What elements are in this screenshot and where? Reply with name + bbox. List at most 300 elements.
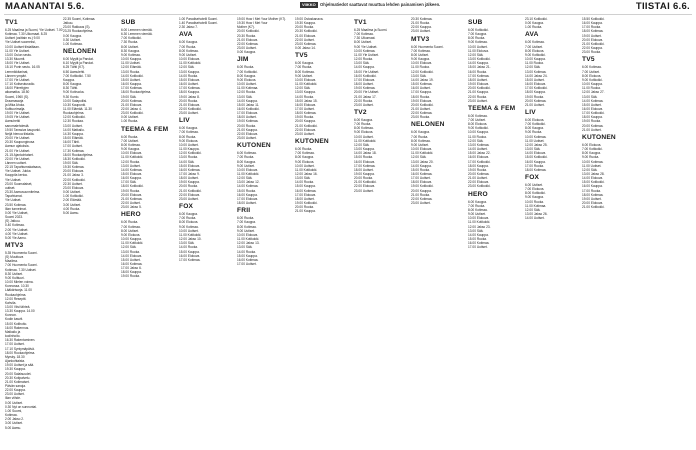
channel-header: KUTONEN (237, 142, 271, 150)
program-entry: 12.00 Jakso 13. (237, 241, 260, 246)
program-entry: 23.00 Suomalaiset, (5, 181, 33, 186)
program-entry: 9.00 Kotikokki. (582, 77, 603, 82)
program-entry: 9.00 Elokuva. (295, 159, 315, 164)
program-entry: Kodin kasvit. (5, 317, 24, 322)
program-entry: 16.00 Tähti. (63, 140, 80, 145)
program-entry: 11.00 Kotikokki. (179, 232, 202, 237)
program-entry: 19.00 Elokuva. (411, 98, 433, 103)
program-entry: 0.00 Jakso 14. (295, 46, 316, 51)
program-entry: 20.00 Kotikokki. (411, 102, 434, 107)
program-entry: 18.30 Kotikokki. (63, 156, 86, 161)
listing-column-5 (237, 17, 297, 447)
program-entry: 7.00 Kotikokki. 7.50 (63, 73, 91, 78)
program-entry: 9.00 Yle Uutiset. (354, 44, 378, 49)
program-entry: 7.00 Ruoka. (411, 134, 429, 139)
program-entry: 8.30 Kauppa. (121, 48, 140, 53)
program-entry: 8.00 Ruoka. (468, 36, 486, 41)
program-entry: Lännen ympäri. (5, 73, 27, 78)
program-entry: 22.00 Elokuva. (179, 192, 201, 197)
program-entry: 12.00 Kotikokki. (63, 115, 86, 120)
program-entry: 7.00 Kotimaa. (295, 151, 315, 156)
program-entry: 17.00 Jakso 6. (121, 266, 142, 271)
program-entry: 18.00 Kotimaa. (525, 167, 547, 172)
program-entry: 11.00 Ruoka. (582, 86, 601, 91)
program-entry: 13.00 Viisi tähteä. (5, 305, 31, 309)
program-entry: 15.00 Uutiset. (121, 77, 141, 82)
program-entry: 11.00 Kauppa. (179, 147, 200, 152)
program-entry: 17.00 Sää. (121, 180, 137, 185)
program-entry: 15.00 Kotikokki. (525, 155, 548, 160)
program-entry: 14.00 Matkailu. (63, 127, 85, 132)
program-entry: 15.00 Uutiset. (121, 257, 141, 262)
program-entry: 17.00 Kotimaa. (179, 257, 201, 262)
program-entry: 17.00 Kotimaa. (121, 86, 143, 91)
program-entry: 8.30 Tähti. (63, 86, 79, 91)
program-entry: 0.00 Kauppa. (237, 50, 256, 55)
program-entry: 13.00 Jakso 12. (237, 180, 260, 185)
channel-header: JIM (237, 56, 249, 64)
program-entry: 15.00 Ruoka. (354, 155, 373, 160)
program-entry: Päivän sanoja. (5, 383, 26, 388)
program-entry: 13.00 Kauppa. (295, 90, 316, 95)
program-entry: 22.00 Elokuva. (295, 127, 317, 132)
program-entry: 11.00 Kotikokki. (237, 172, 260, 176)
program-entry: 22.15 Tapahtumakatsaus, (5, 165, 42, 170)
program-entry: 16.00 Elokuva. (525, 82, 547, 87)
program-entry: 10.00 Elokuva. (411, 147, 433, 152)
program-entry: 18.00 Ruokaohjelma. (5, 350, 36, 355)
program-entry: 8.00 Uutiset. (354, 40, 372, 45)
program-entry: 10.00 Elokuva. (179, 57, 201, 62)
program-entry: 21.15 Ajankohtaiset. (5, 152, 34, 157)
program-entry: Kulttuurimalja. (5, 106, 26, 111)
program-entry: 18.00 Uutiset. (354, 167, 374, 172)
program-entry: Kotimaa. (5, 413, 18, 418)
program-entry: 21.00 Uutiset. (582, 127, 602, 132)
program-entry: 12.00 Sää. (295, 86, 311, 91)
program-entry: 11.00 Kotikokki. (179, 61, 202, 66)
program-entry: 17.00 Kotimaa. (468, 73, 490, 78)
program-entry: 15.00 Jakso 22. (468, 151, 491, 156)
program-entry: 11.00 Kotikokki. (354, 138, 377, 143)
program-entry: 6.00 Kotikokki. (468, 28, 489, 32)
program-entry: Lääkärisarja. 11.00 (5, 288, 32, 293)
program-entry: 8.00 Kotimaa. (237, 224, 257, 229)
program-entry: 6.25 Tähti (K7). (63, 65, 85, 70)
listing-column-6 (295, 17, 355, 447)
program-entry: 6.50 Aamulehti. (63, 69, 85, 74)
program-entry: Suomi, 1960 (S). (5, 94, 29, 99)
program-entry: 5.35 Huomenta Suomi. (5, 250, 38, 255)
program-entry: 18.00 Uutiset. (179, 176, 199, 181)
program-entry: 17.00 Yle Uutiset. (5, 77, 31, 82)
program-entry: 12.00 Jakso 10. (179, 237, 202, 242)
program-entry: 8.00 Kotimaa. (411, 138, 431, 143)
program-entry: 13.00 Sää. (179, 241, 195, 246)
program-entry: 15.00 Ruoka. (237, 188, 256, 193)
program-entry: 8.00 Kotimaa. (354, 126, 374, 131)
program-entry: 6.00 Kotimaa. (582, 65, 602, 70)
program-entry: 12.00 Sää. (468, 52, 484, 57)
program-entry: 13.00 Kauppa. (354, 147, 375, 152)
program-entry: 18.00 Ruokaohjelma. (63, 152, 94, 157)
program-entry: 16.00 Elokuva. (295, 102, 317, 107)
program-entry: 16.00 Kotikokki. (237, 106, 260, 111)
program-entry: 23.00 Uutiset. (5, 392, 25, 397)
listing-column-3 (121, 17, 181, 447)
program-entry: 15.00 Kotikokki. (582, 180, 605, 185)
program-entry: 20.00 Ruoka. (179, 98, 198, 103)
program-entry: 10.00 Uutiset. (468, 44, 488, 49)
program-entry: 8.00 Uutiset. (121, 44, 139, 49)
program-entry: 8.00 Elokuva. (179, 220, 199, 225)
program-entry: 12.00 Sää. (179, 65, 195, 70)
program-entry: 13.00 Oulun seutu. (5, 52, 32, 57)
program-entry: 19.00 Kotimaa. (237, 119, 259, 124)
program-entry: 18.00 Kauppa. (525, 90, 546, 95)
program-entry: 16.00 Kotimaa. (295, 188, 317, 193)
program-entry: 20.30 Kotikokki. (295, 29, 318, 34)
program-entry: 0.30 Uutiset. (63, 37, 81, 42)
program-entry: 22.00 Elokuva. (468, 180, 490, 185)
program-entry: 8.00 Kotikokki. (525, 191, 546, 196)
program-entry: 15.00 Kotihoito. (5, 321, 28, 326)
program-entry: 22.00 Elokuva. (354, 184, 376, 189)
channel-header: SUB (468, 19, 483, 26)
program-entry: 21.00 Uutiset. (525, 102, 545, 107)
listing-column-12 (639, 17, 696, 447)
program-entry: 18.00 Uutiset. (237, 201, 257, 206)
program-entry: 12.00 Jakso 25. (525, 142, 548, 147)
program-entry: 14.00 Ruoka. (179, 245, 198, 250)
channel-header: TV5 (582, 56, 595, 64)
program-entry: 14.00 Jakso 19. (411, 77, 434, 82)
program-entry: Yle Uutiset. (5, 177, 22, 182)
program-entry: 19.00 Ruoka. (295, 115, 314, 120)
program-entry: 20.00 Kotimaa. (121, 98, 143, 103)
program-entry: 13.00 Sää. (582, 94, 598, 99)
program-entry: 10.00 Kotimaa. (354, 48, 376, 53)
program-entry: 9.00 Kauppa. (525, 195, 544, 200)
program-entry: 20.00 Kauppa. (295, 119, 316, 124)
program-entry: 13.00 Sää. (295, 176, 311, 181)
channel-header: TV1 (5, 19, 18, 26)
program-entry: 17.00 Uutiset. (237, 261, 257, 266)
program-entry: 14.00 Kauppa. (468, 232, 489, 237)
program-entry: Aamun ajatuksia. (5, 144, 30, 149)
program-entry: 9.00 Uutiset. (411, 142, 429, 147)
program-entry: 7.00 Ruoka. (354, 122, 372, 127)
program-entry: 23.00 Uutiset. (179, 196, 199, 201)
program-entry: 6.00 Lemmen viemää. (121, 28, 153, 32)
listing-column-2 (63, 17, 123, 447)
program-entry: 17.00 Elokuva. (354, 77, 376, 82)
program-entry: 1.00 Ruoka. (525, 25, 543, 30)
program-entry: 7.00 Uutiset. (121, 138, 139, 143)
program-entry: 15.00 Elämää. (63, 136, 84, 141)
program-entry: 3.00 Uutiset. (5, 421, 23, 426)
page-header (0, 0, 696, 14)
program-entry: 14.00 Ruoka. (295, 180, 314, 185)
program-entry: 6.00 Kauppa. (179, 212, 198, 217)
program-entry: 7.00 Ruoka. (237, 155, 255, 160)
program-entry: 21.00 Kotikokki. (354, 180, 377, 185)
program-entry: 11.00 Kotikokki. (411, 151, 434, 156)
channel-header: LIV (179, 117, 190, 125)
program-entry: 23.00 Uutiset. (295, 131, 315, 136)
program-entry: 16.00 Kotimaa. (468, 241, 490, 246)
program-entry: 10.00 Uutiset. (354, 134, 374, 139)
program-entry: 15.00 Elokuva. (179, 163, 201, 168)
program-entry: 12.00 Sää. (525, 65, 541, 70)
program-entry: 15.00 Yle Uutiset. (354, 69, 380, 74)
program-entry: 18.00 Kauppa. (121, 270, 142, 275)
program-entry: 22.00 Kotimaa. (411, 196, 433, 201)
program-entry: 5.00 Aamu. (5, 425, 22, 430)
program-entry: 16.00 Elokuva. (179, 253, 201, 258)
program-entry: uutiset. (5, 185, 16, 190)
program-entry: 21.00 Kauppa. (237, 127, 258, 132)
program-entry: 8.00 Elokuva. (582, 73, 602, 78)
program-entry: 13.00 Sää. (237, 245, 253, 250)
program-entry: 17.00 Kotikokki. (525, 86, 548, 91)
program-entry: 10.00 Kauppa. (121, 57, 142, 62)
program-entry: 0.00 Uutiset. (5, 400, 23, 405)
program-entry: 9.00 Elokuva. (354, 130, 374, 135)
program-entry: 14.00 Elokuva. (525, 151, 547, 156)
program-entry: 13.00 Kotikokki. (468, 57, 491, 62)
program-entry: 19.00 Kauppa. (354, 172, 375, 176)
program-entry: 10.00 Mielen voima. (5, 280, 34, 285)
program-entry: 11.00 Kotikokki. (468, 220, 491, 225)
program-entry: 19.00 Ostoskanava. (295, 17, 324, 21)
program-entry: 21.00 Kauppa. (295, 209, 316, 214)
program-entry: 17.00 Ruoka. (582, 188, 601, 193)
channel-header: TV1 (354, 19, 367, 26)
program-entry: Lemmikkitarinat, (5, 69, 29, 74)
program-entry: 16.00 Kauppa. (121, 176, 142, 181)
program-entry: 10.00 Kotimaa. (525, 134, 547, 139)
program-entry: Illan tunnelmat. (5, 206, 27, 211)
program-entry: 20.00 Kotimaa. (582, 123, 604, 128)
program-entry: 11.00 Ruoka. (411, 65, 430, 70)
program-entry: 7.00 Kotikokki. (525, 122, 546, 127)
program-entry: 19.00 How I Met Your Mother (K7). (237, 17, 287, 21)
program-entry: 10.00 Elokuva. (121, 151, 143, 156)
program-entry: 17.00 Uutiset. (63, 144, 83, 149)
program-entry: 14.00 Uutiset. (525, 216, 545, 221)
program-entry: 10.00 Uutiset. (179, 142, 199, 147)
program-entry: 14.00 Kauppa. (237, 98, 258, 103)
program-entry: 21.00 Elokuva. (295, 33, 317, 38)
channel-header: TV2 (354, 108, 367, 116)
program-entry: 9.00 Kauppa. (411, 57, 430, 62)
program-entry: 8.00 Elokuva. (468, 122, 488, 127)
program-entry: 12.00 Sää. (121, 245, 137, 250)
program-entry: 7.00 Kotimaa. (121, 224, 141, 229)
program-entry: 13.00 Uutiset. (121, 163, 141, 168)
program-entry: 16.00 Kauppa. (582, 184, 603, 189)
program-entry: Lännen uutiset. (5, 161, 27, 165)
program-entry: 7.30 Ulkomaat. (354, 36, 376, 41)
program-entry: 15.00 Elokuva. (179, 77, 201, 82)
program-entry: 8.00 Uutiset. (121, 228, 139, 233)
program-entry: 20.00 Elokuva. (582, 201, 604, 206)
program-entry: Kotimaa. 7.30 Ulkomaat. 8.25 (5, 32, 47, 37)
program-entry: 16.00 Uutiset. (411, 86, 431, 91)
program-entry: 14.00 Uutiset. (468, 147, 488, 152)
program-entry: 12.00 Sää. (237, 176, 253, 181)
program-entry: 8.00 Uutiset. (411, 52, 429, 57)
program-entry: 13.00 Ruoka. (121, 69, 140, 74)
program-entry: 21.00 Kotikokki. (582, 41, 605, 46)
program-entry: 8.00 Kauppa. (582, 151, 601, 156)
program-entry: 18.00 Kauppa. (468, 163, 489, 168)
program-entry: 19.00 Elokuva. (468, 82, 490, 87)
program-entry: 10.00 Salapoliisi. (63, 98, 88, 103)
program-entry: 6.00 Huomenta Suomi. (411, 44, 444, 49)
program-entry: 14.00 Kauppa. (354, 65, 375, 70)
brand-logo: VIIKKO (302, 2, 316, 7)
program-entry: 7.30 Ruoka. (121, 40, 139, 45)
program-entry: 18.00 Ruokaohjelma. (121, 90, 152, 95)
program-entry: 16.00 Uutiset. (179, 82, 199, 87)
program-entry: 11.00 Kotikokki. (295, 167, 318, 172)
program-entry: 9.00 Kotiruoka. (63, 90, 85, 95)
program-entry: 21.00 Ruoka. (411, 21, 430, 26)
program-entry: 1.40 Paradisehotelli Suomi. (179, 21, 218, 26)
program-entry: 7.00 Ruoka. (295, 65, 313, 70)
program-entry: 6.00 Kauppa. (468, 199, 487, 204)
program-entry: 19.00 Kauppa. (179, 180, 200, 185)
program-entry: 22.00 Kotikokki. (179, 106, 202, 111)
program-entry: 10.00 Kauppa. (582, 82, 603, 87)
program-entry: 19.00 Ruoka. (525, 94, 544, 99)
program-entry: 16.00 Kotimaa. (179, 167, 201, 172)
program-entry: 20.00 Kotimaa. (525, 98, 547, 103)
program-entry: 16.00 Kotimaa. (121, 261, 143, 266)
program-entry: 17.00 Kotikokki. (468, 159, 491, 164)
program-entry: 12.00 Jakso 27. (582, 90, 605, 95)
channel-header: NELONEN (63, 48, 97, 56)
program-entry: 15.00 Jakso 15. (295, 98, 318, 103)
program-entry: 16.00 Kauppa. (582, 21, 603, 26)
program-entry: 20.30 Kotimaa. (411, 17, 433, 21)
program-entry: 1.00 Kotikokki. (63, 194, 84, 199)
program-entry: 7.00 Kotikokki. (237, 69, 258, 74)
program-entry: 18.00 Ruoka. (411, 94, 430, 99)
program-entry: 10.00 Uutiset. (237, 82, 257, 87)
program-entry: 17.00 Uutiset. (295, 106, 315, 111)
program-entry: 0.40 Kotimaa. (5, 223, 25, 228)
program-entry: 7.00 Kotikokki. (121, 36, 142, 41)
program-entry: 21.00 Jakso 17. (354, 94, 377, 99)
program-entry: ja Mika Ahola. (5, 102, 25, 107)
program-entry: 21.00 Elokuva. (121, 102, 143, 107)
listing-column-9 (468, 17, 528, 447)
program-entry: 8.00 Elokuva. (525, 48, 545, 53)
program-entry: 23.25 Ruokaohjelma. (63, 29, 94, 34)
program-entry: 14.00 Jakso 18. (354, 151, 377, 156)
program-entry: 20.00 Kauppa. (411, 188, 432, 193)
program-entry: 20.30 Ruoka. (237, 33, 256, 38)
program-entry: 23.00 Uutiset. (237, 46, 257, 51)
program-entry: 17.00 Kauppa. (411, 90, 432, 95)
program-entry: 9.00 Uutiset. (237, 163, 255, 168)
program-entry: 13.00 Sää. (354, 61, 370, 66)
program-entry: 8.00 Kotimaa. (121, 142, 141, 147)
program-entry: (S) Muuttuva (5, 255, 24, 260)
program-entry: 15.00 Kauppa. (237, 253, 258, 258)
program-entry: 22.00 Kotimaa. (411, 111, 433, 116)
program-entry: Yle Uutiset. Jukka (5, 169, 31, 174)
program-entry: 9.00 Uutiset. (179, 52, 197, 57)
program-entry: 9.00 Kotikokki. (525, 52, 546, 57)
program-entry: 12.00 Kotikokki. (411, 69, 434, 74)
program-entry: 23.10 Kotikokki. (525, 17, 548, 21)
program-entry: 22.00 Kauppa. (411, 25, 432, 30)
program-entry: 18.00 Piirrettyjen (5, 86, 29, 91)
program-entry: 14.00 Kotimaa. (237, 184, 259, 189)
program-entry: Suomi 2023. (5, 215, 23, 220)
program-entry: Kotimaa. 7.30 Uutiset. (5, 267, 37, 272)
program-entry: 15.00 Jakso 11. (237, 102, 260, 107)
program-entry: 6.00 Kauppa. (354, 117, 373, 122)
program-entry: 17.00 Uutiset. (5, 342, 25, 347)
program-entry: 6.25 Maailma ja Suomi. (354, 28, 388, 32)
program-entry: 6.00 Myytit ja Pandat. (63, 57, 94, 62)
program-entry: 17.30 Kotimaa. (63, 148, 85, 153)
program-entry: 9.00 Kotimaa. (468, 40, 488, 45)
program-entry: 14.00 Sää. (179, 159, 195, 164)
channel-header: TEEMA & FEM (468, 104, 516, 112)
program-entry: 9.00 Uutiset. (237, 228, 255, 233)
program-entry: 12.30 Ruokaa. (63, 119, 84, 124)
program-entry: 21.00 Jakso 3. (63, 173, 84, 178)
program-entry: Kahvila. (5, 300, 17, 305)
program-entry: 16.00 Kauppa. (121, 82, 142, 87)
program-entry: 1.00 Ruoka. (121, 119, 139, 124)
program-entry: 23.00 Uutiset. (179, 111, 199, 116)
program-entry: 23.00 Kotikokki. (468, 184, 491, 189)
program-entry: 21.00 Kauppa. (468, 90, 489, 95)
program-entry: 7.00 Kauppa. (468, 32, 487, 37)
program-entry: 9.00 Uutiset. (295, 73, 313, 78)
program-entry: 19.00 Sää. (121, 94, 137, 99)
program-entry: 10.00 Elokuva. (411, 61, 433, 66)
program-entry: 20.00 Ruoka. (295, 205, 314, 210)
program-entry: kodinhoito. (5, 334, 21, 339)
program-entry: 9.00 Ruoka. (582, 155, 600, 160)
program-entry: 6.00 Kauppa. (179, 126, 198, 131)
program-entry: 19.00 Ruoka. (121, 274, 140, 279)
program-entry: 6.00 Ruoka. (121, 134, 139, 139)
program-entry: 14.00 Kotimaa. (121, 167, 143, 172)
program-entry: 12.00 Ruoka. (354, 57, 373, 62)
program-entry: 19.00 Yle Uutiset. (5, 111, 31, 116)
program-entry: 12.00 Sää. (582, 167, 598, 172)
program-entry: 18.00 Kotimaa. (295, 111, 317, 116)
program-entry: 11.00 Ruoka. (525, 61, 544, 66)
day-title-left: MAANANTAI 5.6. (5, 1, 85, 12)
program-entry: 17.00 Jakso 9. (179, 172, 200, 176)
program-entry: 14.00 Kauppa. (411, 163, 432, 168)
program-entry: 7.00 Ruoka. (179, 44, 197, 49)
program-entry: 21.00 Yle Uutiset. (5, 148, 31, 153)
program-entry: 19.00 Ruoka. (468, 167, 487, 172)
program-entry: 6.10 Myytit ja Pandat. (63, 61, 94, 66)
program-entry: 22.00 Ruoka. (354, 98, 373, 103)
